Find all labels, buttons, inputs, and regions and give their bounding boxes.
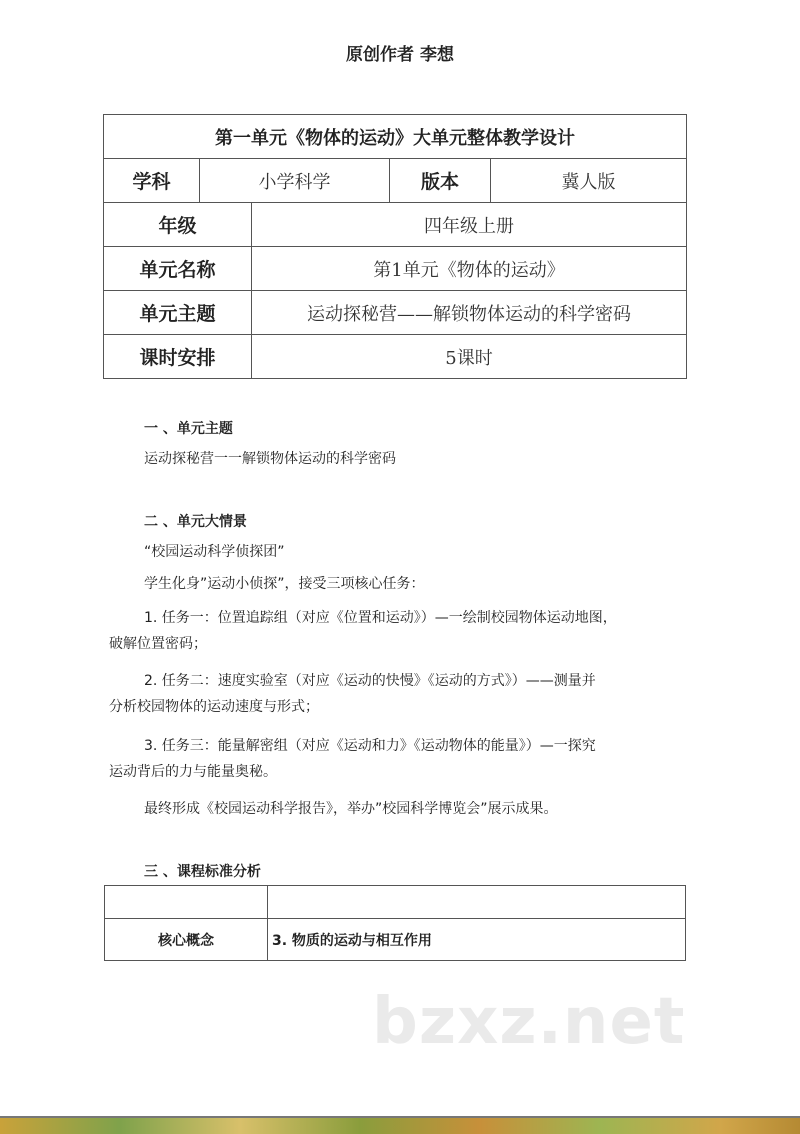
- section1-heading: 一 、单元主题: [144, 421, 233, 437]
- final-outcome: 最终形成《校园运动科学报告》，举办”校园科学博览会”展示成果。: [144, 801, 558, 817]
- unit-name-value: 第1单元《物体的运动》: [252, 247, 687, 291]
- table-cell-empty: [268, 886, 686, 919]
- table-row: [105, 919, 686, 961]
- core-concept-label: 核心概念: [105, 919, 268, 961]
- author-line: 原创作者 李想: [346, 45, 454, 65]
- task1-line1: 1. 任务一：位置追踪组（对应《位置和运动》）—一绘制校园物体运动地图，: [144, 610, 617, 626]
- schedule-value: 5课时: [252, 335, 687, 379]
- table-cell-empty: [105, 886, 268, 919]
- task2-line1: 2. 任务二：速度实验室（对应《运动的快慢》《运动的方式》）——测量并: [144, 673, 596, 689]
- edition-label: 版本: [390, 159, 491, 203]
- unit-name-label: 单元名称: [104, 247, 252, 291]
- section2-heading: 二 、单元大情景: [144, 514, 247, 530]
- section1-text: 运动探秘营一一解锁物体运动的科学密码: [144, 451, 396, 467]
- schedule-label: 课时安排: [104, 335, 252, 379]
- subject-value: 小学科学: [200, 159, 390, 203]
- table-row: [105, 886, 686, 919]
- scenario-intro: 学生化身”运动小侦探”，接受三项核心任务：: [144, 576, 425, 592]
- task3-line2: 运动背后的力与能量奥秘。: [109, 764, 277, 780]
- subject-label: 学科: [104, 159, 200, 203]
- grade-label: 年级: [104, 203, 252, 247]
- core-concept-value: 3. 物质的运动与相互作用: [268, 919, 686, 961]
- grade-value: 四年级上册: [252, 203, 687, 247]
- task1-line2: 破解位置密码；: [109, 636, 207, 652]
- unit-design-title: 第一单元《物体的运动》大单元整体教学设计: [104, 115, 687, 159]
- edition-value: 冀人版: [491, 159, 687, 203]
- unit-info-table: [103, 114, 687, 379]
- curriculum-standard-table: [104, 885, 686, 961]
- scenario-title: “校园运动科学侦探团”: [144, 544, 285, 560]
- task3-line1: 3. 任务三：能量解密组（对应《运动和力》《运动物体的能量》）—一探究: [144, 738, 596, 754]
- section3-heading: 三 、课程标准分析: [144, 864, 261, 880]
- theme-value: 运动探秘营——解锁物体运动的科学密码: [252, 291, 687, 335]
- task2-line2: 分析校园物体的运动速度与形式；: [109, 699, 319, 715]
- watermark-logo: bzxz.net: [372, 985, 686, 1059]
- next-page-preview-strip: [0, 1118, 800, 1134]
- theme-label: 单元主题: [104, 291, 252, 335]
